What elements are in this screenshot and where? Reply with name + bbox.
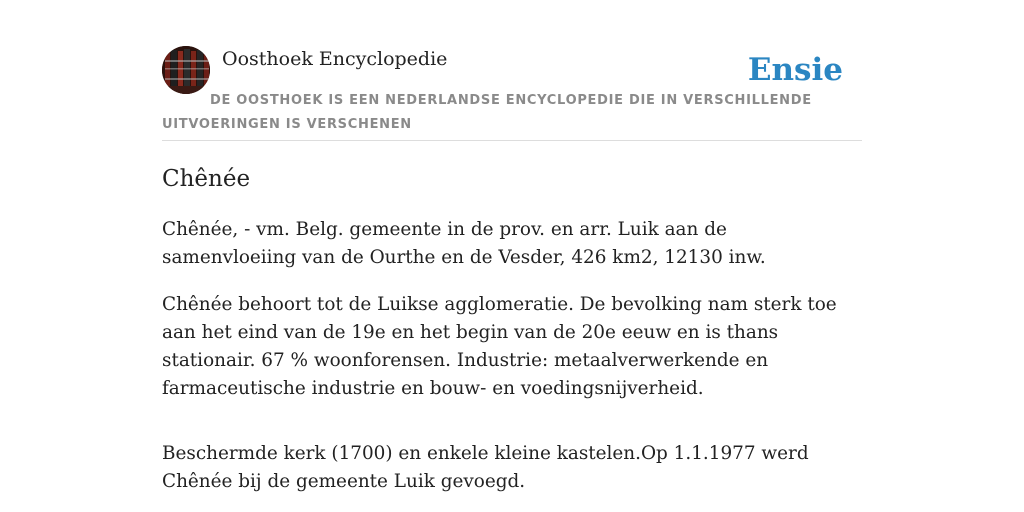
article-content (162, 216, 862, 512)
page-title: Chênée (162, 166, 251, 192)
site-header (162, 46, 862, 141)
article-paragraph: Beschermde kerk (1700) en enkele kleine kastelen.Op 1.1.1977 werd Chênée bij de gemeente Luik gevoegd. (162, 443, 809, 492)
book-description: DE OOSTHOEK IS EEN NEDERLANDSE ENCYCLOPEDIE DIE IN VERSCHILLENDE UITVOERINGEN IS VERSCHENEN (162, 93, 812, 132)
ensie-logo-link[interactable]: Ensie (747, 52, 843, 88)
book-spines-icon[interactable] (162, 46, 210, 94)
article-paragraph: Chênée, - vm. Belg. gemeente in de prov. en arr. Luik aan de samenvloeiing van de Ourthe en de Vesder, 426 km2, 12130 inw. (162, 219, 766, 268)
article-paragraph: Chênée behoort tot de Luikse agglomeratie. De bevolking nam sterk toe aan het eind van de 19e en het begin van de 20e eeuw en is thans stationair. 67 % woonforensen. Industrie: metaalverwerkende en farmaceutische industrie en bouw- en voedingsnijverheid. (162, 294, 837, 399)
book-title[interactable]: Oosthoek Encyclopedie (222, 48, 448, 70)
